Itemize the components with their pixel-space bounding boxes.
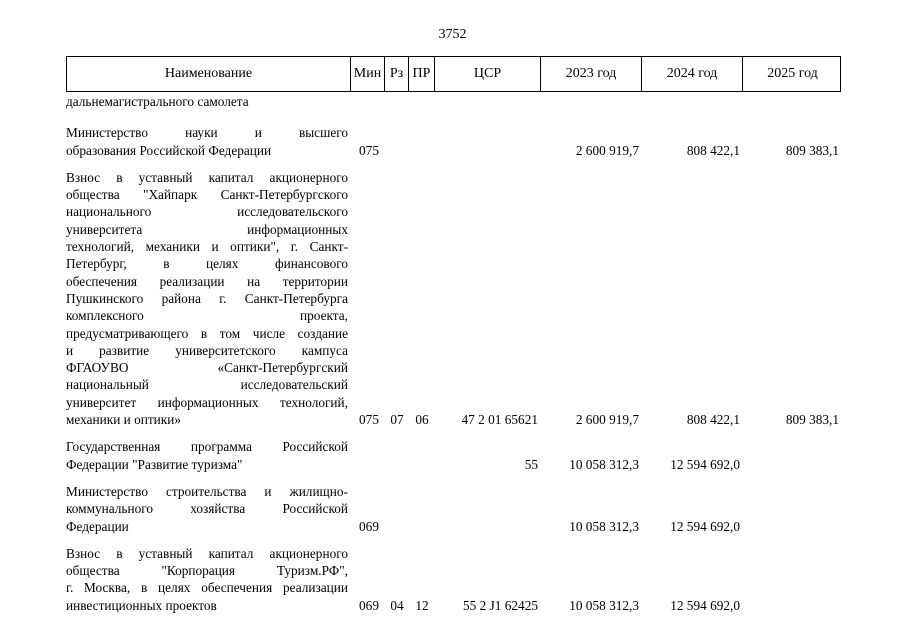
cell-y2025: 809 383,1 — [785, 142, 839, 158]
table-header — [66, 56, 841, 92]
cell-rz: 04 — [390, 597, 404, 613]
row-name-line: г. Москва, в целях обеспечения реализации — [66, 580, 348, 596]
cell-y2025: 809 383,1 — [785, 412, 839, 428]
table-row — [66, 169, 841, 428]
header-2024: 2024 год — [642, 57, 743, 91]
table-row — [66, 483, 841, 535]
cell-y2023: 2 600 919,7 — [575, 412, 639, 428]
row-name-line: национальный исследовательский — [66, 377, 348, 393]
row-name-line: общества "Хайпарк Санкт-Петербургского — [66, 187, 348, 203]
cell-rz: 07 — [390, 412, 404, 428]
row-name — [66, 545, 348, 614]
row-name-line: общества "Корпорация Туризм.РФ", — [66, 563, 348, 579]
cell-csr: 55 2 J1 62425 — [463, 597, 538, 613]
cell-y2023: 10 058 312,3 — [569, 597, 639, 613]
cell-y2024: 12 594 692,0 — [670, 456, 740, 472]
cell-min: 075 — [359, 142, 379, 158]
row-name-line: и развитие университетского кампуса — [66, 342, 348, 358]
row-name — [66, 93, 348, 110]
page-number: 3752 — [438, 27, 467, 42]
row-name-line: Федерации — [66, 518, 129, 534]
header-name: Наименование — [67, 57, 351, 91]
row-name-line: технологий, механики и оптики", г. Санкт- — [66, 239, 348, 255]
cell-y2023: 10 058 312,3 — [569, 518, 639, 534]
row-name-line: обеспечения реализации на территории — [66, 273, 348, 289]
cell-min: 069 — [359, 597, 379, 613]
header-2023: 2023 год — [541, 57, 642, 91]
table-body — [66, 93, 841, 614]
row-name-line: университета информационных — [66, 221, 348, 237]
row-name-line: предусматривающего в том числе создание — [66, 325, 348, 341]
row-name-line: комплексного проекта, — [66, 308, 348, 324]
table-row — [66, 545, 841, 614]
header-2025: 2025 год — [767, 66, 818, 81]
table-row — [66, 124, 841, 159]
row-name-line: механики и оптики» — [66, 412, 182, 428]
cell-y2024: 12 594 692,0 — [670, 597, 740, 613]
row-name-line: национального исследовательского — [66, 204, 348, 220]
row-name-line: Петербург, в целях финансового — [66, 256, 348, 272]
cell-csr: 55 — [524, 456, 538, 472]
row-name-line: Взнос в уставный капитал акционерного — [66, 545, 348, 561]
row-name-line: Министерство строительства и жилищно- — [66, 483, 348, 499]
row-name-line: ФГАОУВО «Санкт-Петербургский — [66, 360, 348, 376]
table-row — [66, 93, 841, 110]
header-csr: ЦСР — [435, 57, 541, 91]
cell-y2024: 808 422,1 — [686, 412, 740, 428]
row-name-line: университет информационных технологий, — [66, 394, 348, 410]
cell-y2024: 12 594 692,0 — [670, 518, 740, 534]
row-name — [66, 483, 348, 535]
table-row — [66, 438, 841, 473]
cell-pr: 12 — [415, 597, 429, 613]
row-name-line: дальнемагистрального самолета — [66, 94, 249, 109]
row-name-line: Государственная программа Российской — [66, 439, 348, 455]
row-name — [66, 438, 348, 473]
header-min: Мин — [351, 57, 385, 91]
row-name — [66, 124, 348, 159]
cell-y2023: 2 600 919,7 — [575, 142, 639, 158]
cell-min: 075 — [359, 412, 379, 428]
cell-pr: 06 — [415, 412, 429, 428]
row-name-line: Пушкинского района г. Санкт-Петербурга — [66, 290, 348, 306]
header-pr: ПР — [409, 57, 435, 91]
row-name-line: Взнос в уставный капитал акционерного — [66, 169, 348, 185]
cell-min: 069 — [359, 518, 379, 534]
cell-y2024: 808 422,1 — [686, 142, 740, 158]
header-rz: Рз — [385, 57, 409, 91]
row-name-line: Министерство науки и высшего — [66, 125, 348, 141]
row-name-line: инвестиционных проектов — [66, 597, 217, 613]
cell-y2023: 10 058 312,3 — [569, 456, 639, 472]
cell-csr: 47 2 01 65621 — [461, 412, 538, 428]
row-name-line: Федерации "Развитие туризма" — [66, 456, 243, 472]
row-name-line: коммунального хозяйства Российской — [66, 501, 348, 517]
row-name — [66, 169, 348, 428]
row-name-line: образования Российской Федерации — [66, 142, 272, 158]
